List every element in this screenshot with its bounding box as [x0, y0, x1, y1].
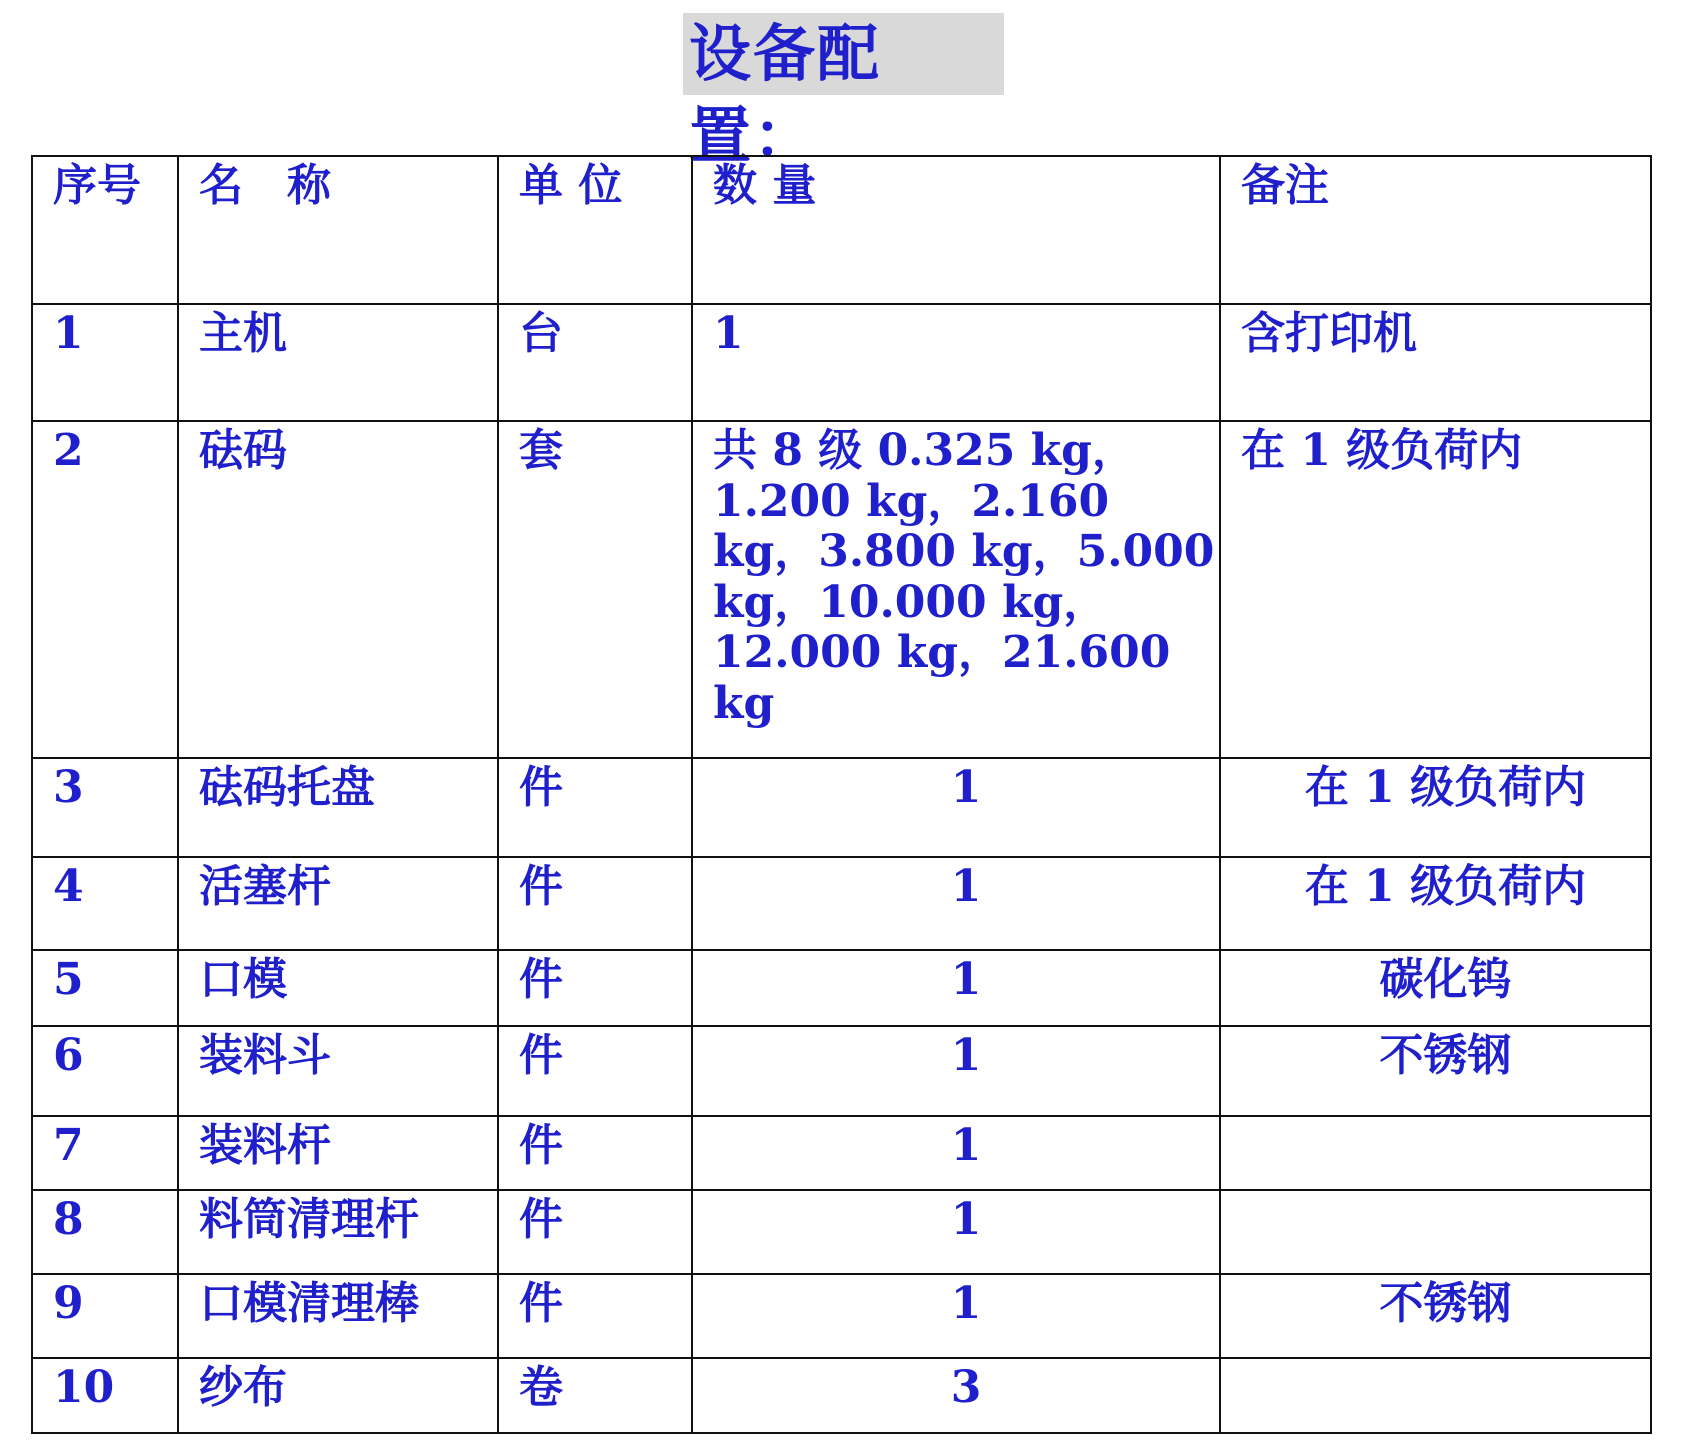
- header-name: 名 称: [178, 156, 498, 304]
- row-note: 在 1 级负荷内: [1220, 758, 1651, 857]
- row-name: 装料杆: [178, 1116, 498, 1190]
- table-row: [32, 1116, 1651, 1190]
- row-name: 装料斗: [178, 1026, 498, 1116]
- row-qty: 3: [692, 1358, 1220, 1433]
- row-unit: 件: [498, 1274, 692, 1358]
- row-no: 10: [32, 1358, 178, 1433]
- table-row: [32, 1190, 1651, 1274]
- row-unit: 件: [498, 1190, 692, 1274]
- table-row: [32, 421, 1651, 758]
- row-note: 含打印机: [1220, 304, 1651, 421]
- header-qty: 数 量: [692, 156, 1220, 304]
- row-unit: 件: [498, 1116, 692, 1190]
- row-name: 纱布: [178, 1358, 498, 1433]
- row-unit: 件: [498, 1026, 692, 1116]
- row-no: 9: [32, 1274, 178, 1358]
- row-note: [1220, 1190, 1651, 1274]
- row-no: 7: [32, 1116, 178, 1190]
- page-title: 设备配置：: [683, 13, 1004, 95]
- header-no: 序号: [32, 156, 178, 304]
- row-qty: 1: [692, 1190, 1220, 1274]
- row-qty: 1: [692, 304, 1220, 421]
- table-row: [32, 1026, 1651, 1116]
- row-qty: 1: [692, 950, 1220, 1026]
- row-unit: 卷: [498, 1358, 692, 1433]
- header-unit: 单 位: [498, 156, 692, 304]
- row-note: 在 1 级负荷内: [1220, 421, 1651, 758]
- row-no: 1: [32, 304, 178, 421]
- row-name: 活塞杆: [178, 857, 498, 950]
- row-unit: 件: [498, 857, 692, 950]
- row-note: 在 1 级负荷内: [1220, 857, 1651, 950]
- table-row: [32, 950, 1651, 1026]
- table-row: [32, 758, 1651, 857]
- row-note: 碳化钨: [1220, 950, 1651, 1026]
- row-name: 料筒清理杆: [178, 1190, 498, 1274]
- row-no: 4: [32, 857, 178, 950]
- table-row: [32, 1274, 1651, 1358]
- row-note: 不锈钢: [1220, 1026, 1651, 1116]
- row-unit: 件: [498, 758, 692, 857]
- table-header-row: [32, 156, 1651, 304]
- row-name: 砝码托盘: [178, 758, 498, 857]
- row-name: 口模: [178, 950, 498, 1026]
- table-row: [32, 1358, 1651, 1433]
- equipment-table: [31, 155, 1652, 1434]
- row-qty: 1: [692, 1026, 1220, 1116]
- row-qty: 1: [692, 1274, 1220, 1358]
- row-qty: 1: [692, 857, 1220, 950]
- row-qty: 共 8 级 0.325 kg，1.200 kg，2.160 kg，3.800 kg，5.000 kg，10.000 kg，12.000 kg，21.600 kg: [692, 421, 1220, 758]
- row-qty: 1: [692, 758, 1220, 857]
- row-no: 8: [32, 1190, 178, 1274]
- table-row: [32, 857, 1651, 950]
- row-name: 主机: [178, 304, 498, 421]
- row-unit: 件: [498, 950, 692, 1026]
- row-name: 口模清理棒: [178, 1274, 498, 1358]
- row-no: 3: [32, 758, 178, 857]
- row-note: [1220, 1358, 1651, 1433]
- table-row: [32, 304, 1651, 421]
- row-note: [1220, 1116, 1651, 1190]
- row-no: 5: [32, 950, 178, 1026]
- row-unit: 台: [498, 304, 692, 421]
- header-note: 备注: [1220, 156, 1651, 304]
- row-no: 6: [32, 1026, 178, 1116]
- row-name: 砝码: [178, 421, 498, 758]
- row-no: 2: [32, 421, 178, 758]
- row-qty: 1: [692, 1116, 1220, 1190]
- row-note: 不锈钢: [1220, 1274, 1651, 1358]
- row-unit: 套: [498, 421, 692, 758]
